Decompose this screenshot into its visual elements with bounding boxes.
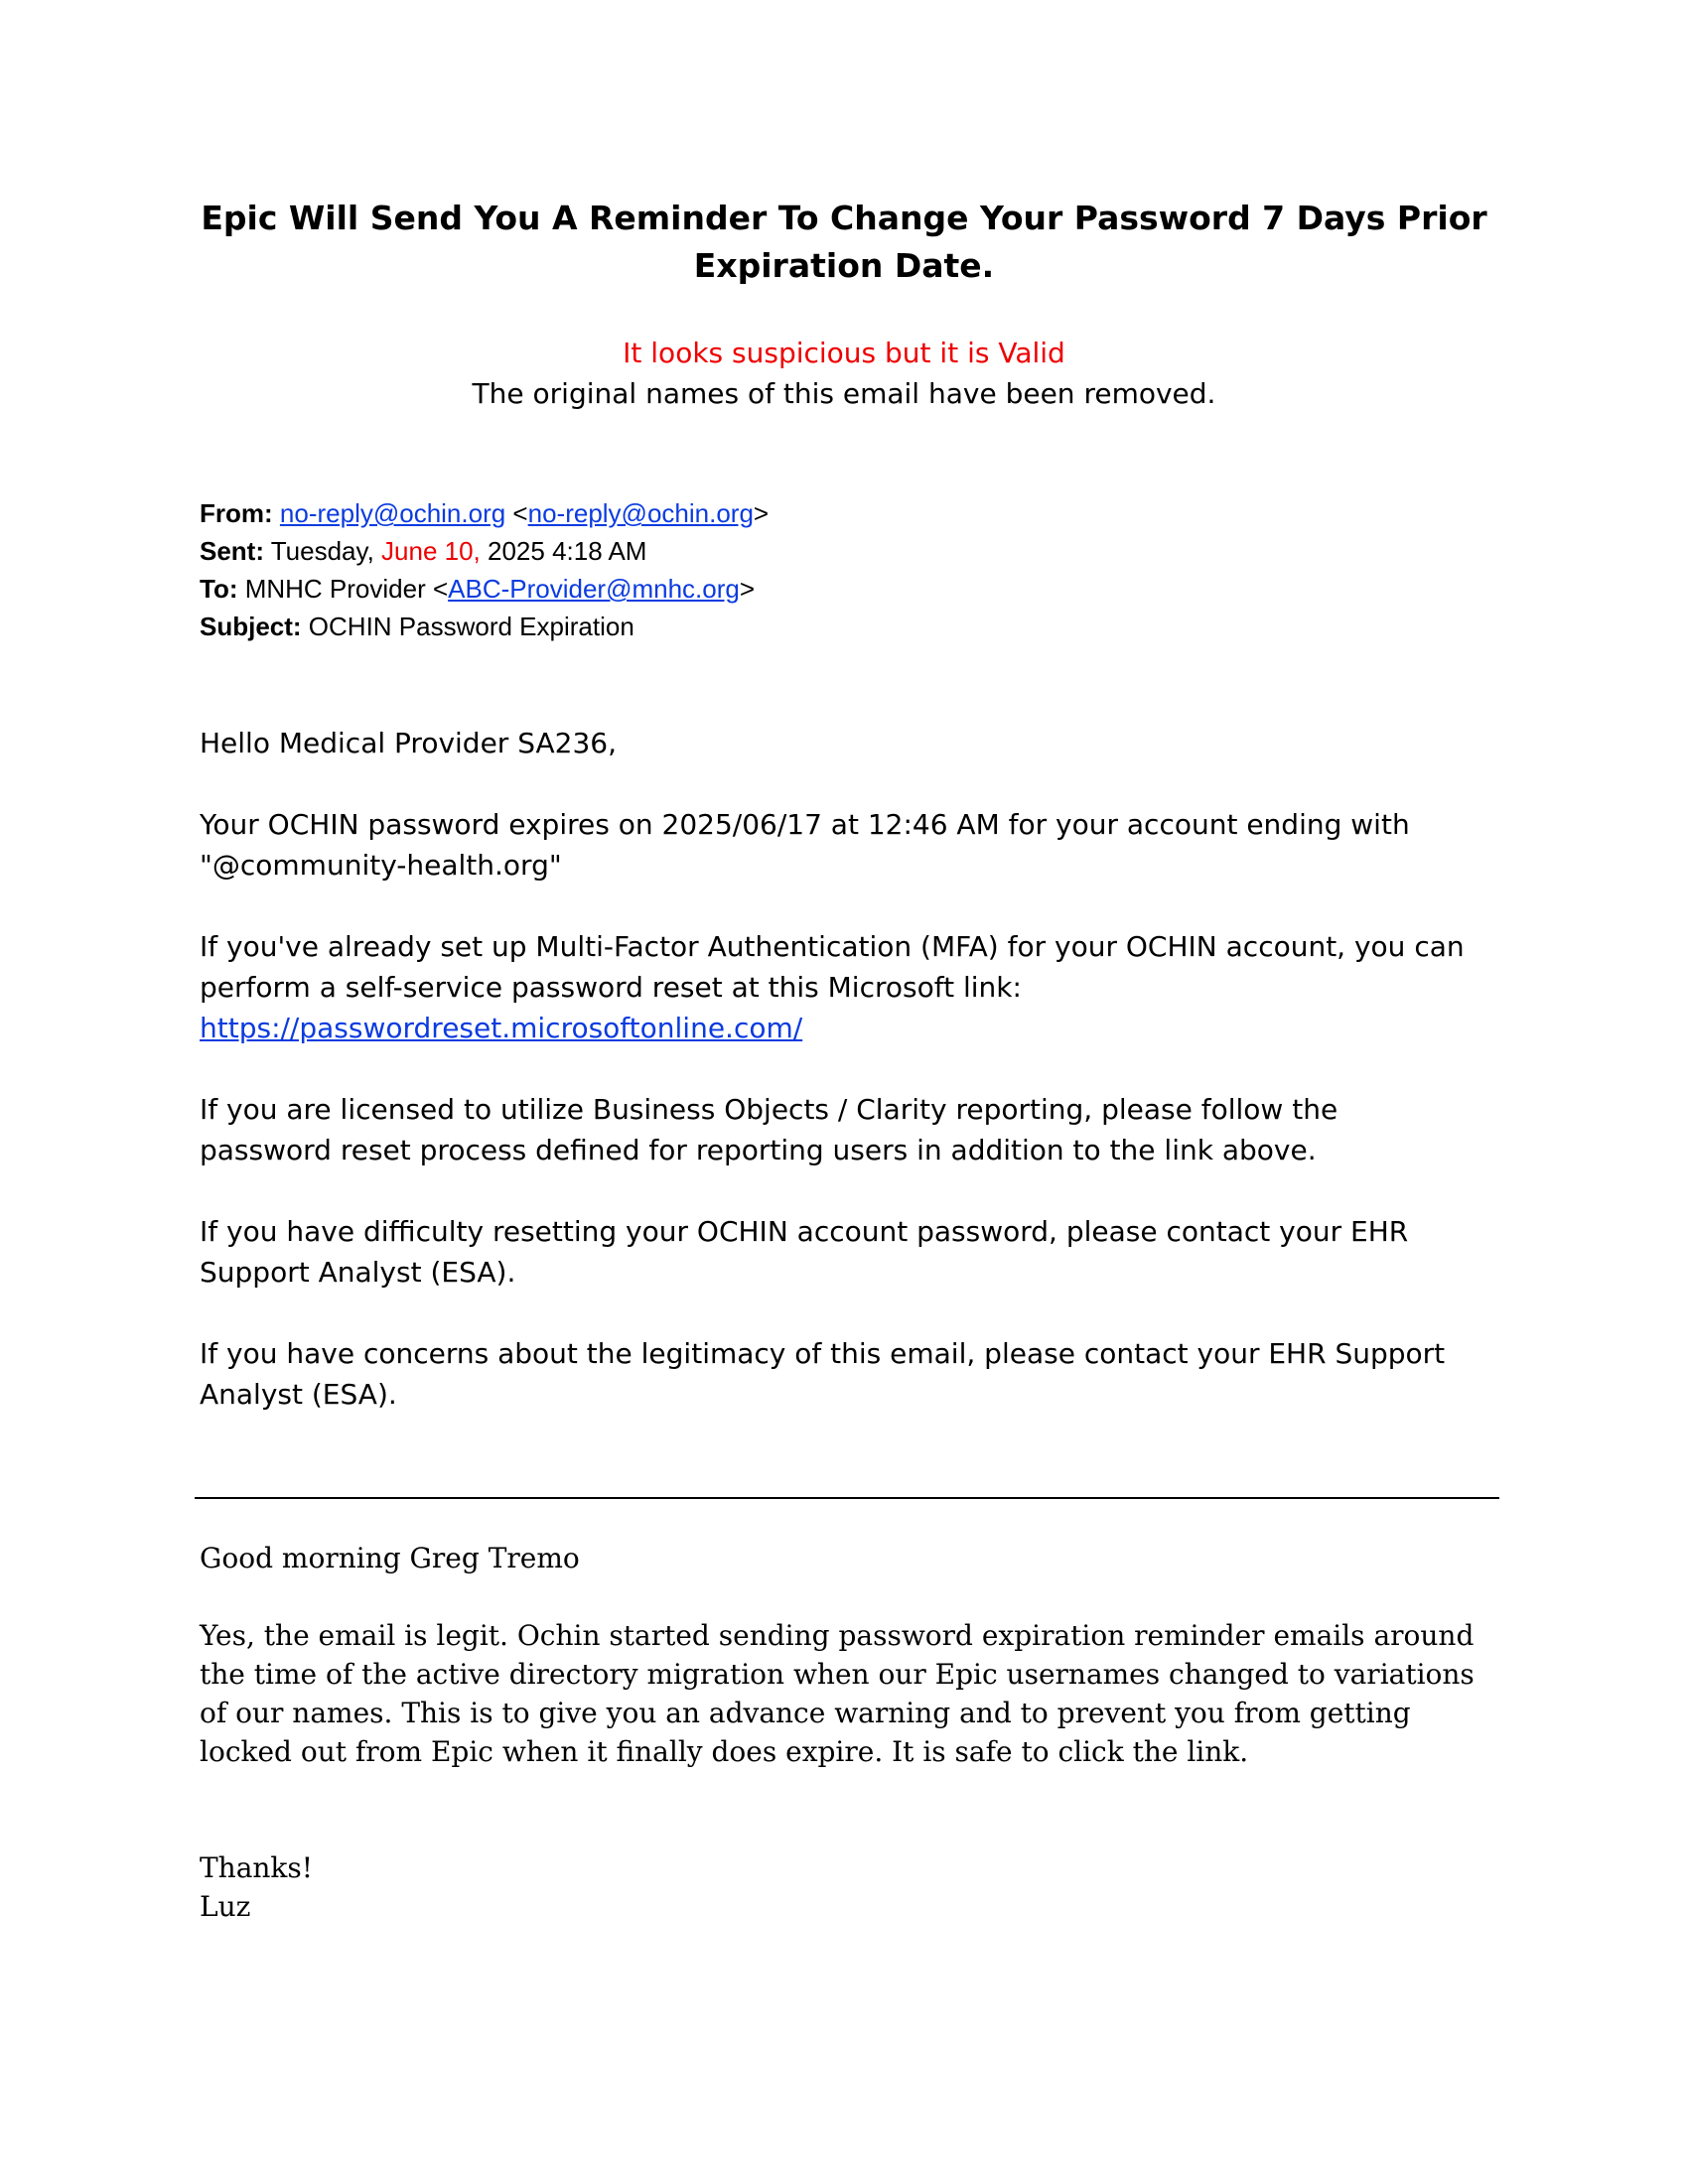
mfa-line-2: perform a self-service password reset at this Microsoft link: xyxy=(200,971,1022,1004)
reply-message xyxy=(200,1539,1510,1926)
email-body xyxy=(200,723,1510,1455)
legitimacy-line-1: If you have concerns about the legitimacy of this email, please contact your EHR Support xyxy=(200,1337,1446,1370)
reporting-line-1: If you are licensed to utilize Business Objects / Clarity reporting, please follow the xyxy=(200,1093,1338,1126)
separator-line xyxy=(195,1497,1499,1499)
mfa-line-1: If you've already set up Multi-Factor Authentication (MFA) for your OCHIN account, you can xyxy=(200,930,1465,963)
reply-line-1: Yes, the email is legit. Ochin started sending password expiration reminder emails around xyxy=(200,1619,1475,1652)
to-gt: > xyxy=(739,574,756,604)
sent-label: Sent: xyxy=(200,536,264,566)
expiry-line-1: Your OCHIN password expires on 2025/06/17 at 12:46 AM for your account ending with xyxy=(200,808,1410,841)
subject-value: OCHIN Password Expiration xyxy=(301,612,634,641)
page-title: Epic Will Send You A Reminder To Change Your Password 7 Days Prior Expiration Date. xyxy=(201,199,1487,285)
sent-rest: 2025 4:18 AM xyxy=(480,536,647,566)
sent-date-highlight: June 10, xyxy=(381,536,481,566)
subject-label: Subject: xyxy=(200,612,302,641)
reporting-line-2: password reset process defined for reporting users in addition to the link above. xyxy=(200,1134,1317,1166)
mfa-paragraph xyxy=(200,926,1510,1048)
from-label: From: xyxy=(200,498,273,528)
reply-signature: Luz xyxy=(200,1890,251,1923)
difficulty-line-1: If you have difficulty resetting your OCHIN account password, please contact your EHR xyxy=(200,1215,1409,1248)
legitimacy-paragraph xyxy=(200,1333,1510,1415)
to-name: MNHC Provider < xyxy=(237,574,449,604)
password-reset-link[interactable]: https://passwordreset.microsoftonline.com/ xyxy=(200,1012,803,1044)
reply-line-4: locked out from Epic when it finally does expire. It is safe to click the link. xyxy=(200,1735,1249,1768)
to-label: To: xyxy=(200,574,238,604)
to-email-link[interactable]: ABC-Provider@mnhc.org xyxy=(448,574,740,604)
reply-thanks: Thanks! xyxy=(200,1851,314,1884)
from-row xyxy=(200,494,1490,532)
reply-line-2: the time of the active directory migration when our Epic usernames changed to variations xyxy=(200,1658,1475,1691)
difficulty-paragraph xyxy=(200,1211,1510,1293)
reporting-paragraph xyxy=(200,1089,1510,1170)
to-row xyxy=(200,570,1490,608)
reply-line-3: of our names. This is to give you an advance warning and to prevent you from getting xyxy=(200,1697,1411,1729)
reply-greeting: Good morning Greg Tremo xyxy=(200,1542,580,1574)
from-lt: < xyxy=(505,498,528,528)
sent-day: Tuesday, xyxy=(264,536,382,566)
removed-names-note: The original names of this email have been removed. xyxy=(472,377,1216,410)
difficulty-line-2: Support Analyst (ESA). xyxy=(200,1256,516,1289)
email-greeting: Hello Medical Provider SA236, xyxy=(200,727,618,759)
email-header xyxy=(200,494,1490,645)
expiry-line-2: "@community-health.org" xyxy=(200,849,562,882)
from-email-link-2[interactable]: no-reply@ochin.org xyxy=(527,498,754,528)
warning-notice: It looks suspicious but it is Valid xyxy=(623,337,1065,369)
from-gt: > xyxy=(753,498,770,528)
expiry-paragraph xyxy=(200,804,1510,886)
reply-paragraph xyxy=(200,1616,1510,1771)
subject-row xyxy=(200,608,1490,645)
from-email-link[interactable]: no-reply@ochin.org xyxy=(279,498,506,528)
sent-row xyxy=(200,532,1490,570)
legitimacy-line-2: Analyst (ESA). xyxy=(200,1378,397,1411)
